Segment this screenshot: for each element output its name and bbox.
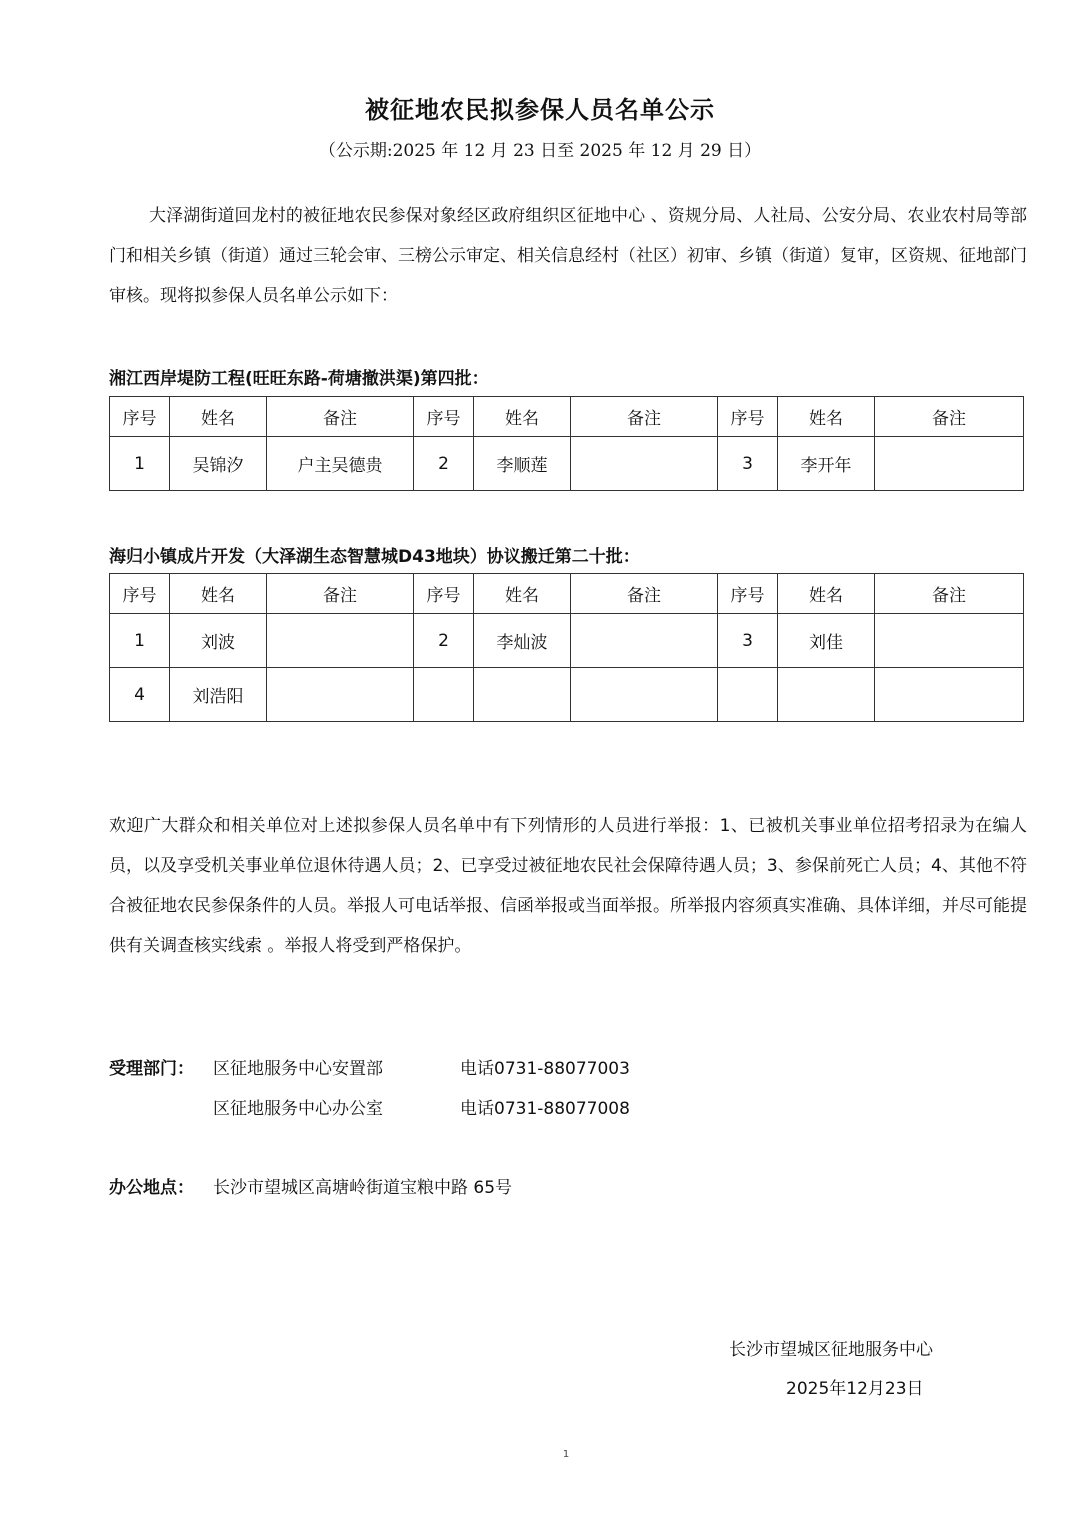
- cell-seq: 1: [110, 437, 170, 491]
- header-seq: 序号: [718, 574, 778, 614]
- contact-dept-1: 区征地服务中心安置部: [213, 1059, 383, 1079]
- section1-table: [109, 396, 1024, 491]
- signature-date: 2025年12月23日: [786, 1379, 924, 1399]
- cell-remark: [875, 437, 1024, 491]
- contact-label: 受理部门：: [109, 1059, 194, 1079]
- cell-seq: 4: [110, 668, 170, 722]
- cell-name: 李灿波: [474, 614, 571, 668]
- cell-seq: [718, 668, 778, 722]
- header-name: 姓名: [474, 397, 571, 437]
- office-address: 长沙市望城区高塘岭街道宝粮中路 65号: [213, 1178, 513, 1198]
- cell-name: [778, 668, 875, 722]
- header-name: 姓名: [778, 397, 875, 437]
- header-name: 姓名: [170, 397, 267, 437]
- page-number: 1: [562, 1449, 570, 1460]
- contact-block: [109, 1054, 194, 1079]
- cell-name: 吴锦汐: [170, 437, 267, 491]
- table-row: [110, 614, 1024, 668]
- table-row: [110, 668, 1024, 722]
- cell-remark: 户主吴德贵: [267, 437, 414, 491]
- header-remark: 备注: [571, 574, 718, 614]
- cell-name: 刘佳: [778, 614, 875, 668]
- header-remark: 备注: [875, 397, 1024, 437]
- cell-remark: [875, 614, 1024, 668]
- cell-name: 李开年: [778, 437, 875, 491]
- header-seq: 序号: [414, 397, 474, 437]
- header-name: 姓名: [778, 574, 875, 614]
- header-seq: 序号: [110, 574, 170, 614]
- cell-seq: 3: [718, 614, 778, 668]
- page-title: 被征地农民拟参保人员名单公示: [365, 96, 715, 124]
- publicity-period: （公示期:2025 年 12 月 23 日至 2025 年 12 月 29 日）: [318, 141, 762, 161]
- header-name: 姓名: [170, 574, 267, 614]
- cell-remark: [571, 437, 718, 491]
- table-header-row: [110, 397, 1024, 437]
- header-seq: 序号: [718, 397, 778, 437]
- header-remark: 备注: [267, 397, 414, 437]
- cell-remark: [571, 668, 718, 722]
- signature-org: 长沙市望城区征地服务中心: [729, 1340, 933, 1360]
- cell-seq: 3: [718, 437, 778, 491]
- cell-name: [474, 668, 571, 722]
- header-remark: 备注: [571, 397, 718, 437]
- cell-remark: [267, 614, 414, 668]
- cell-name: 李顺莲: [474, 437, 571, 491]
- contact-phone-1: 电话0731-88077003: [460, 1059, 630, 1079]
- header-seq: 序号: [414, 574, 474, 614]
- header-name: 姓名: [474, 574, 571, 614]
- cell-name: 刘波: [170, 614, 267, 668]
- cell-remark: [267, 668, 414, 722]
- office-label: 办公地点：: [109, 1178, 194, 1198]
- section2-title: 海归小镇成片开发（大泽湖生态智慧城D43地块）协议搬迁第二十批：: [109, 547, 640, 567]
- report-notice-paragraph: 欢迎广大群众和相关单位对上述拟参保人员名单中有下列情形的人员进行举报：1、已被机关事业单位招考招录为在编人员，以及享受机关事业单位退休待遇人员；2、已享受过被征地农民社会保障待遇人员；3、参保前死亡人员；4、其他不符合被征地农民参保条件的人员。举报人可电话举报、信函举报或当面举报。所举报内容须真实准确、具体详细，并尽可能提供有关调查核实线索 。举报人将受到严格保护。: [109, 816, 1027, 956]
- cell-seq: 2: [414, 614, 474, 668]
- table-row: [110, 437, 1024, 491]
- cell-seq: 2: [414, 437, 474, 491]
- cell-seq: [414, 668, 474, 722]
- cell-seq: 1: [110, 614, 170, 668]
- intro-paragraph: 大泽湖街道回龙村的被征地农民参保对象经区政府组织区征地中心 、资规分局、人社局、公安分局、农业农村局等部门和相关乡镇（街道）通过三轮会审、三榜公示审定、相关信息经村（社区）初审、乡镇（街道）复审，区资规、征地部门审核。现将拟参保人员名单公示如下：: [109, 206, 1027, 306]
- contact-phone-2: 电话0731-88077008: [460, 1099, 630, 1119]
- section2-table: [109, 573, 1024, 722]
- cell-name: 刘浩阳: [170, 668, 267, 722]
- table-header-row: [110, 574, 1024, 614]
- header-remark: 备注: [875, 574, 1024, 614]
- cell-remark: [571, 614, 718, 668]
- section1-title: 湘江西岸堤防工程(旺旺东路-荷塘撤洪渠)第四批：: [109, 369, 489, 389]
- header-remark: 备注: [267, 574, 414, 614]
- contact-dept-2: 区征地服务中心办公室: [213, 1099, 383, 1119]
- header-seq: 序号: [110, 397, 170, 437]
- cell-remark: [875, 668, 1024, 722]
